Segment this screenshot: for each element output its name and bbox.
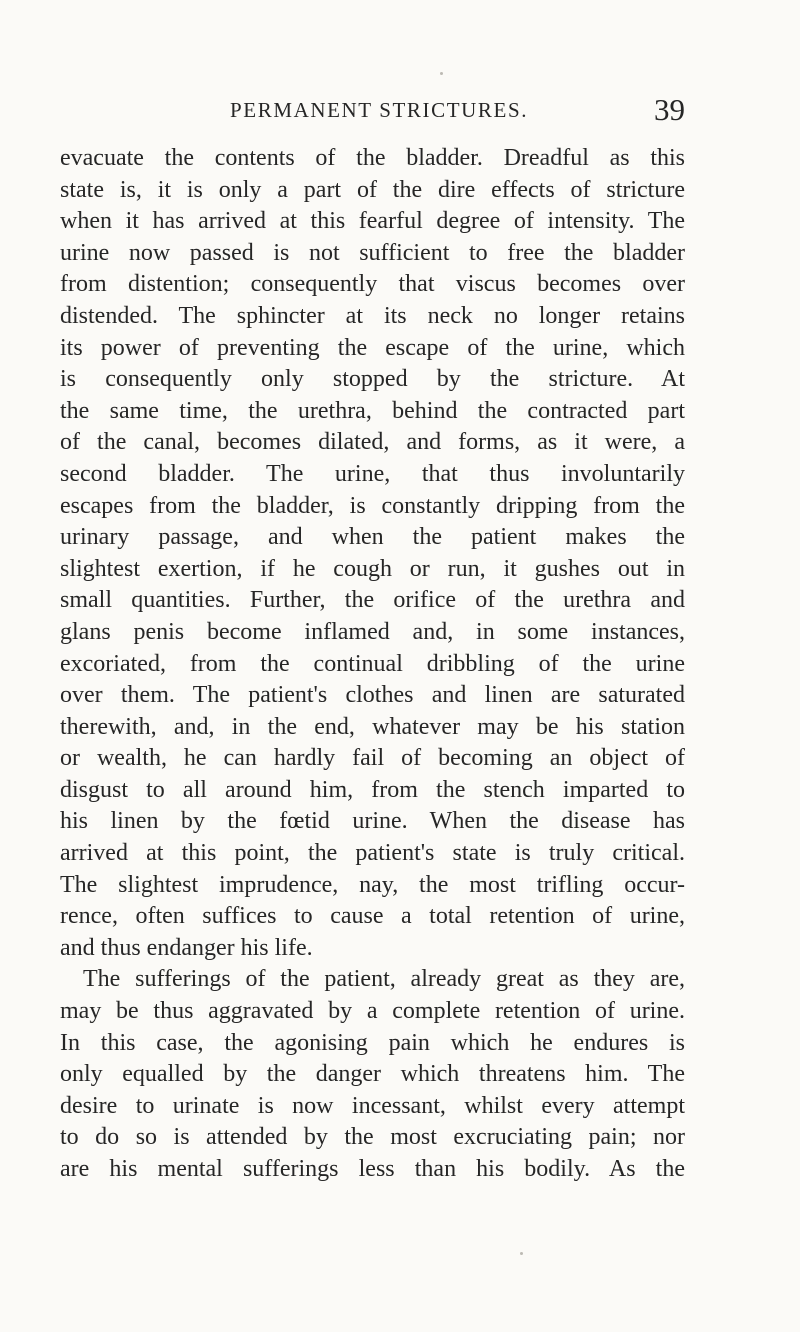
text-line: state is, it is only a part of the dire effects of stricture xyxy=(60,176,685,203)
text-line: his linen by the fœtid urine. When the disease has xyxy=(60,808,685,835)
text-line: small quantities. Further, the orifice of the urethra and xyxy=(60,587,685,614)
text-line: rence, often suffices to cause a total retention of urine, xyxy=(60,903,685,930)
text-line: urinary passage, and when the patient makes the xyxy=(60,524,685,551)
text-line-paragraph-end: and thus endanger his life. xyxy=(60,934,313,961)
text-line: is consequently only stopped by the stricture. At xyxy=(60,366,685,393)
paper-speck xyxy=(520,1252,523,1255)
running-title: PERMANENT STRICTURES. xyxy=(230,98,529,122)
text-line: distended. The sphincter at its neck no longer retains xyxy=(60,302,685,329)
text-line: desire to urinate is now incessant, whilst every attempt xyxy=(60,1092,685,1119)
text-line: slightest exertion, if he cough or run, it gushes out in xyxy=(60,555,685,582)
text-line: or wealth, he can hardly fail of becoming an object of xyxy=(60,745,685,772)
text-line: therewith, and, in the end, whatever may be his station xyxy=(60,713,685,740)
text-line: from distention; consequently that viscus becomes over xyxy=(60,271,685,298)
text-line: may be thus aggravated by a complete retention of urine. xyxy=(60,998,685,1025)
text-line-paragraph-start: The sufferings of the patient, already great as they are, xyxy=(83,966,685,993)
text-line: evacuate the contents of the bladder. Dreadful as this xyxy=(60,145,685,171)
text-line: of the canal, becomes dilated, and forms, as it were, a xyxy=(60,429,685,456)
text-line: escapes from the bladder, is constantly dripping from the xyxy=(60,492,685,519)
text-line: its power of preventing the escape of the urine, which xyxy=(60,334,685,361)
paper-speck xyxy=(440,72,443,75)
text-line: urine now passed is not sufficient to free the bladder xyxy=(60,239,685,266)
text-line: to do so is attended by the most excruciating pain; nor xyxy=(60,1124,685,1151)
text-line: In this case, the agonising pain which he endures is xyxy=(60,1029,685,1056)
text-line: only equalled by the danger which threatens him. The xyxy=(60,1061,685,1088)
text-line: disgust to all around him, from the stench imparted to xyxy=(60,776,685,803)
text-line: second bladder. The urine, that thus involuntarily xyxy=(60,460,685,487)
text-line: arrived at this point, the patient's state is truly critical. xyxy=(60,840,685,867)
text-line: are his mental sufferings less than his bodily. As the xyxy=(60,1156,685,1182)
text-line: glans penis become inflamed and, in some instances, xyxy=(60,618,685,645)
text-line: excoriated, from the continual dribbling of the urine xyxy=(60,650,685,677)
page-number: 39 xyxy=(654,92,685,127)
text-line: The slightest imprudence, nay, the most trifling occur- xyxy=(60,871,685,898)
text-line: when it has arrived at this fearful degree of intensity. The xyxy=(60,208,685,235)
text-line: the same time, the urethra, behind the contracted part xyxy=(60,397,685,424)
running-head xyxy=(60,92,685,136)
text-line: over them. The patient's clothes and linen are saturated xyxy=(60,682,685,709)
body-text xyxy=(60,143,685,1186)
